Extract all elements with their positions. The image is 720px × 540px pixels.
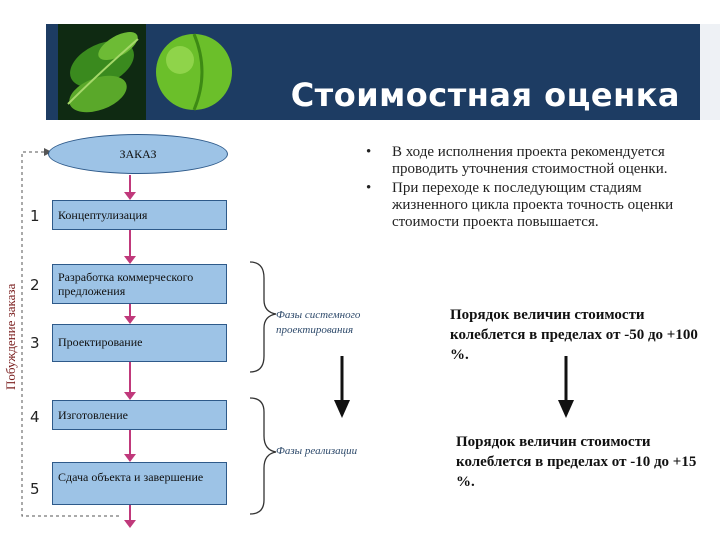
step-number-5: 5 [30, 480, 40, 498]
order-ellipse [48, 134, 228, 174]
step-label-2: Разработка коммерческого предложения [58, 270, 194, 298]
step-box-4 [52, 400, 227, 430]
bullet-item [366, 144, 696, 178]
page-title: Стоимостная оценка [290, 76, 680, 114]
bullet-dot: • [366, 180, 372, 196]
step-label-3: Проектирование [58, 335, 143, 349]
step-box-1 [52, 200, 227, 230]
step-label-4: Изготовление [58, 408, 128, 422]
brace-design [250, 262, 276, 372]
bullet-text-1: В ходе исполнения проекта рекомендуется проводить уточнения стоимостной оценки. [392, 144, 668, 177]
side-label: Побуждение заказа [3, 283, 18, 390]
step-number-3: 3 [30, 334, 40, 352]
phase-design-note: Фазы системного проектирования [276, 309, 361, 336]
accuracy-implementation-text: Порядок величин стоимости колеблется в пределах от -10 до +15 %. [456, 434, 697, 490]
step-number-1: 1 [30, 207, 40, 225]
bullet-item [366, 180, 696, 231]
step-label-1: Концептулизация [58, 208, 148, 222]
step-box-3 [52, 324, 227, 362]
bullet-text-2: При переходе к последующим стадиям жизненного цикла проекта точность оценки стоимости проекта повышается. [392, 180, 674, 230]
bullet-list [366, 144, 696, 231]
accuracy-design-text: Порядок величин стоимости колеблется в пределах от -50 до +100 %. [450, 307, 698, 363]
brace-implementation [250, 398, 276, 514]
phase-implementation-note: Фазы реализации [276, 445, 358, 457]
step-number-2: 2 [30, 276, 40, 294]
step-label-5: Сдача объекта и завершение [58, 470, 204, 484]
step-number-4: 4 [30, 408, 40, 426]
bullet-dot: • [366, 144, 372, 160]
order-label: ЗАКАЗ [119, 146, 157, 161]
step-box-2 [52, 264, 227, 304]
step-box-5 [52, 462, 227, 505]
